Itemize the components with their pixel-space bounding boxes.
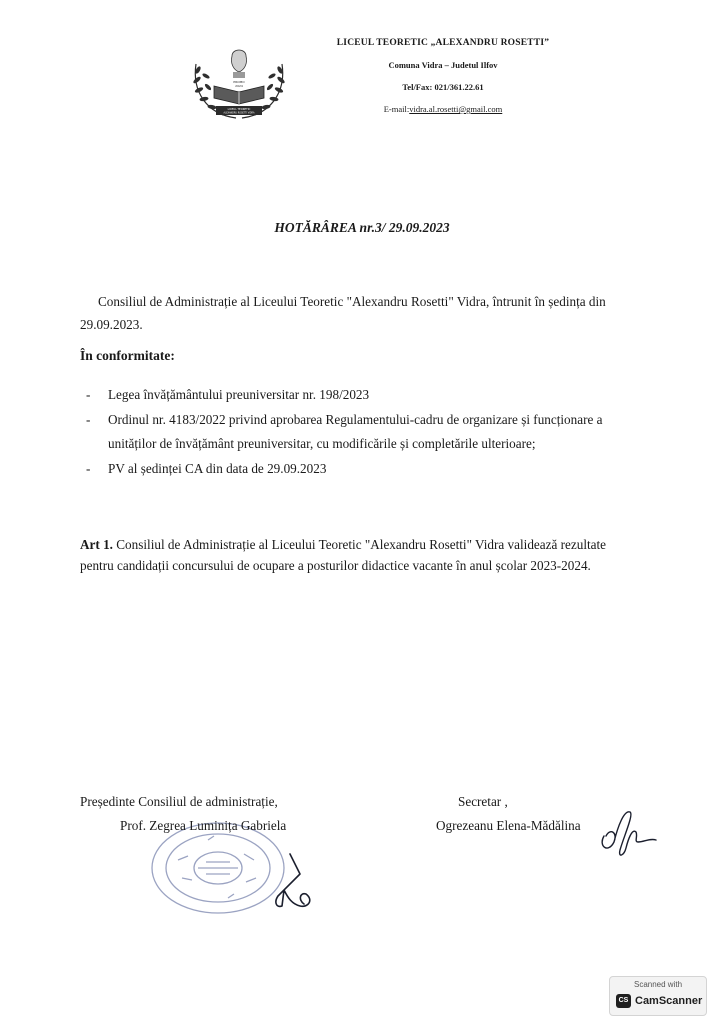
camscanner-watermark [609,976,707,1016]
school-logo [186,36,292,126]
secretary-signature [594,806,660,860]
camscanner-name: CamScanner [635,995,703,1007]
document-title: HOTĂRÂREA nr.3/ 29.09.2023 [274,220,450,235]
email-label: E-mail: [383,104,410,114]
bullet-dash: - [86,460,91,476]
intro-paragraph: Consiliul de Administrație al Liceului Teoretic "Alexandru Rosetti" Vidra, întrunit în ședința din 29.09.2023. [80,294,606,332]
article-label: Art 1. [80,537,113,552]
article-text: Consiliul de Administrație al Liceului Teoretic "Alexandru Rosetti" Vidra validează rezultate pentru candidații concursului de ocupare a posturilor didactice vacante în anul școlar 2023-2024. [80,537,607,573]
president-signature-block [80,794,340,834]
logo-text-school: LICEUL TEORETIC [227,108,251,111]
president-name: Prof. Zegrea Luminița Gabriela [120,818,287,833]
conformity-list [86,383,606,481]
president-title: Președinte Consiliul de administrație, [80,794,278,809]
president-signature [270,852,324,912]
stamp-seal [148,820,288,916]
logo-text-year: 2024 [235,84,243,88]
school-telfax: Tel/Fax: 021/361.22.61 [402,82,484,92]
camscanner-icon: CS [616,994,631,1008]
article-1 [80,534,640,576]
list-item-text: Legea învățământului preuniversitar nr. 198/2023 [108,387,370,402]
bullet-dash: - [86,411,91,427]
list-item [86,383,606,408]
school-header [318,38,568,114]
list-item-text: Ordinul nr. 4183/2022 privind aprobarea Regulamentului-cadru de organizare și funcționare a unităților de învățământ preuniversitar, cu modificările și completările ulterioare; [108,411,603,451]
email-link[interactable]: vidra.al.rosetti@gmail.com [409,104,503,114]
school-email-line [318,104,568,114]
secretary-title: Secretar , [458,794,508,809]
school-commune: Comuna Vidra – Judetul Ilfov [388,60,498,70]
secretary-name: Ogrezeanu Elena-Mădălina [436,818,581,833]
scanned-with-label: Scanned with [633,980,683,989]
list-item [86,457,606,482]
conformity-heading: În conformitate: [80,348,175,363]
bullet-dash: - [86,387,91,402]
school-name: LICEUL TEORETIC „ALEXANDRU ROSETTI” [336,38,550,48]
list-item [86,408,606,457]
list-item-text: PV al ședinței CA din data de 29.09.2023 [108,460,327,476]
logo-text-promo: PROMO [233,80,245,84]
logo-text-location: ALEXANDRU ROSETTI VIDRA [223,111,255,115]
